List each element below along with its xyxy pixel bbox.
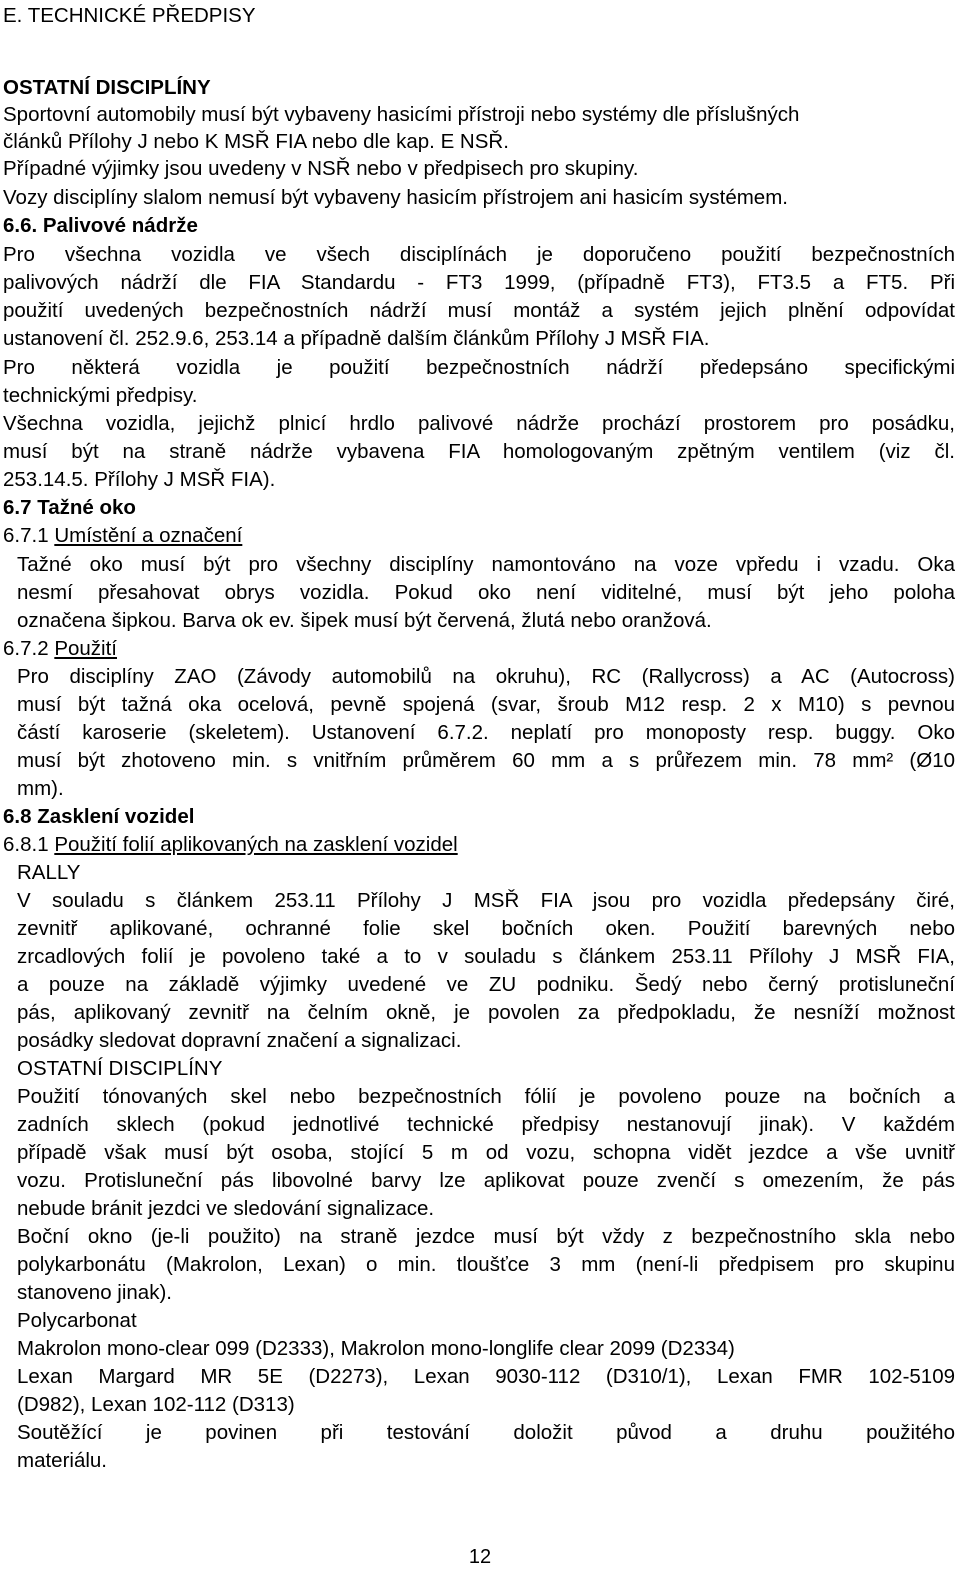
fuel-tank-heading: 6.6. Palivové nádrže xyxy=(3,214,198,237)
ostatni-glazing-text: Boční okno (je-li použito) na straně jezdce musí být vždy z bezpečnostního skla nebo xyxy=(17,1225,955,1248)
rally-text: posádky sledovat dopravní značení a signalizaci. xyxy=(17,1029,462,1052)
rally-text: pás, aplikovaný zevnitř na čelním okně, je povolen za předpokladu, že nesníží možnost xyxy=(17,1001,955,1024)
tow-eye-sub2-text: musí být tažná oka ocelová, pevně spojená (svar, šroub M12 resp. 2 x M10) s pevnou xyxy=(17,693,955,716)
fuel-tank-text: ustanovení čl. 252.9.6, 253.14 a případně dalším článkům Přílohy J MSŘ FIA. xyxy=(3,327,710,350)
tow-eye-sub1-title: Umístění a označení xyxy=(54,524,243,547)
fuel-tank-text: 253.14.5. Přílohy J MSŘ FIA). xyxy=(3,468,276,491)
fuel-tank-text: Pro všechna vozidla ve všech disciplínách je doporučeno použití bezpečnostních xyxy=(3,243,955,266)
ostatni-glazing-text: polykarbonátu (Makrolon, Lexan) o min. tloušťce 3 mm (není-li předpisem pro skupinu xyxy=(17,1253,955,1276)
tow-eye-sub1-text: nesmí přesahovat obrys vozidla. Pokud oko není viditelné, musí být jeho poloha xyxy=(17,581,955,604)
tow-eye-sub1-text: Tažné oko musí být pro všechny disciplíny namontováno na voze vpředu i vzadu. Oka xyxy=(17,553,955,576)
ostatni-glazing-text: vozu. Protisluneční pás libovolné barvy lze aplikovat pouze zvenčí s omezením, že pás xyxy=(17,1169,955,1192)
ostatni-top-line: Vozy disciplíny slalom nemusí být vybaveny hasicím přístrojem ani hasicím systémem. xyxy=(3,186,788,209)
tow-eye-sub2-text: částí karoserie (skeletem). Ustanovení 6.7.2. neplatí pro monoposty resp. buggy. Oko xyxy=(17,721,955,744)
tow-eye-sub2-title: Použití xyxy=(54,637,117,660)
ostatni-glazing-text: případě však musí být osoba, stojící 5 m od vozu, schopna vidět jezdce a vše uvnitř xyxy=(17,1141,955,1164)
ostatni-top-line: článků Přílohy J nebo K MSŘ FIA nebo dle kap. E NSŘ. xyxy=(3,130,509,153)
ostatni-glazing-text: stanoveno jinak). xyxy=(17,1281,172,1304)
tow-eye-heading: 6.7 Tažné oko xyxy=(3,496,136,519)
tow-eye-sub1-text: označena šipkou. Barva ok ev. šipek musí být červená, žlutá nebo oranžová. xyxy=(17,609,712,632)
fuel-tank-text: Všechna vozidla, jejichž plnicí hrdlo palivové nádrže prochází prostorem pro posádku, xyxy=(3,412,955,435)
polycarbonate-item: Lexan Margard MR 5E (D2273), Lexan 9030-112 (D310/1), Lexan FMR 102-5109 xyxy=(17,1365,955,1388)
fuel-tank-text: musí být na straně nádrže vybavena FIA homologovaným zpětným ventilem (viz čl. xyxy=(3,440,955,463)
ostatni-top-heading: OSTATNÍ DISCIPLÍNY xyxy=(3,76,211,99)
glazing-heading: 6.8 Zasklení vozidel xyxy=(3,805,195,828)
final-note: Soutěžící je povinen při testování doložit původ a druhu použitého xyxy=(17,1421,955,1444)
section-title: E. TECHNICKÉ PŘEDPISY xyxy=(3,4,256,27)
rally-text: a pouze na základě výjimky uvedené ve ZU podniku. Šedý nebo černý protisluneční xyxy=(17,973,955,996)
ostatni-top-line: Případné výjimky jsou uvedeny v NSŘ nebo v předpisech pro skupiny. xyxy=(3,157,639,180)
rally-text: zevnitř aplikované, ochranné folie skel bočních oken. Použití barevných nebo xyxy=(17,917,955,940)
tow-eye-sub2-text: mm). xyxy=(17,777,64,800)
tow-eye-sub1-heading xyxy=(3,523,242,549)
ostatni-glazing-text: nebude bránit jezdci ve sledování signalizace. xyxy=(17,1197,435,1220)
fuel-tank-text: technickými předpisy. xyxy=(3,384,198,407)
rally-text: zrcadlových folií je povoleno také a to v souladu s článkem 253.11 Přílohy J MSŘ FIA, xyxy=(17,945,955,968)
glazing-sub1-heading xyxy=(3,832,458,858)
tow-eye-sub2-number: 6.7.2 xyxy=(3,637,49,660)
tow-eye-sub2-text: musí být zhotoveno min. s vnitřním průměrem 60 mm a s průřezem min. 78 mm² (Ø10 xyxy=(17,749,955,772)
glazing-sub1-number: 6.8.1 xyxy=(3,833,49,856)
fuel-tank-text: palivových nádrží dle FIA Standardu - FT3 1999, (případně FT3), FT3.5 a FT5. Při xyxy=(3,271,955,294)
rally-text: V souladu s článkem 253.11 Přílohy J MSŘ FIA jsou pro vozidla předepsány čiré, xyxy=(17,889,955,912)
ostatni-top-line: Sportovní automobily musí být vybaveny hasicími přístroji nebo systémy dle příslušných xyxy=(3,103,800,126)
polycarbonate-item: Makrolon mono-clear 099 (D2333), Makrolon mono-longlife clear 2099 (D2334) xyxy=(17,1337,735,1360)
glazing-sub1-title: Použití folií aplikovaných na zasklení vozidel xyxy=(54,833,458,856)
rally-heading: RALLY xyxy=(17,861,81,884)
final-note: materiálu. xyxy=(17,1449,108,1472)
page-number: 12 xyxy=(468,1546,492,1568)
fuel-tank-text: použití uvedených bezpečnostních nádrží musí montáž a systém jejich plnění odpovídat xyxy=(3,299,955,322)
ostatni-glazing-text: Použití tónovaných skel nebo bezpečnostních fólií je povoleno pouze na bočních a xyxy=(17,1085,955,1108)
tow-eye-sub2-heading xyxy=(3,636,117,662)
polycarbonate-item: (D982), Lexan 102-112 (D313) xyxy=(17,1393,295,1416)
tow-eye-sub2-text: Pro disciplíny ZAO (Závody automobilů na okruhu), RC (Rallycross) a AC (Autocross) xyxy=(17,665,955,688)
polycarbonate-title: Polycarbonat xyxy=(17,1309,137,1332)
fuel-tank-text: Pro některá vozidla je použití bezpečnostních nádrží předepsáno specifickými xyxy=(3,356,955,379)
ostatni-glazing-heading: OSTATNÍ DISCIPLÍNY xyxy=(17,1057,223,1080)
ostatni-glazing-text: zadních sklech (pokud jednotlivé technické předpisy nestanovují jinak). V každém xyxy=(17,1113,955,1136)
tow-eye-sub1-number: 6.7.1 xyxy=(3,524,49,547)
